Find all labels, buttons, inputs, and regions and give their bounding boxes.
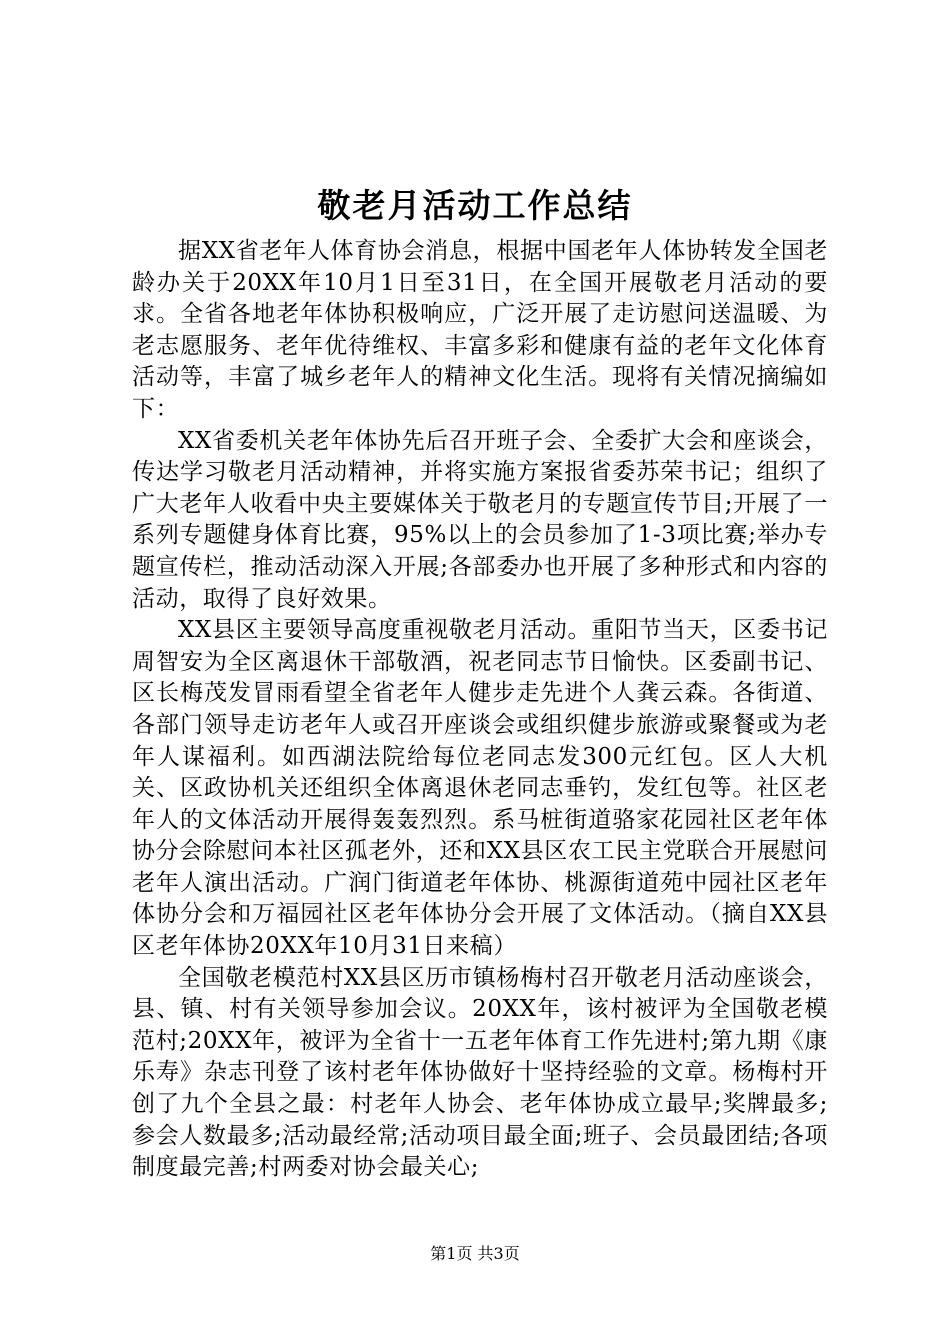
paragraph-model-village: 全国敬老模范村XX县区历市镇杨梅村召开敬老月活动座谈会，县、镇、村有关领导参加会议。20XX年，该村被评为全国敬老模范村;20XX年，被评为全省十一五老年体育工作先进村;第九期《康乐寿》杂志刊登了该村老年体协做好十坚持经验的文章。杨梅村开创了九个全县之最：村老年人协会、老年体协成立最早;奖牌最多;参会人数最多;活动最经常;活动项目最全面;班子、会员最团结;各项制度最完善;村两委对协会最关心;	[132, 964, 828, 1181]
page-number-footer: 第1页 共3页	[430, 1244, 520, 1263]
paragraph-provincial-committee: XX省委机关老年体协先后召开班子会、全委扩大会和座谈会，传达学习敬老月活动精神，并将实施方案报省委苏荣书记；组织了广大老年人收看中央主要媒体关于敬老月的专题宣传节目;开展了一系列专题健身体育比赛，95%以上的会员参加了1-3项比赛;举办专题宣传栏，推动活动深入开展;各部委办也开展了多种形式和内容的活动，取得了良好效果。	[132, 427, 828, 612]
paragraph-county-district: XX县区主要领导高度重视敬老月活动。重阳节当天，区委书记周智安为全区离退休干部敬酒，祝老同志节日愉快。区委副书记、区长梅茂发冒雨看望全省老年人健步走先进个人龚云森。各街道、各部门领导走访老年人或召开座谈会或组织健步旅游或聚餐或为老年人谋福利。如西湖法院给每位老同志发300元红包。区人大机关、区政协机关还组织全体离退休老同志垂钓，发红包等。社区老年人的文体活动开展得轰轰烈烈。系马桩街道骆家花园社区老年体协分会除慰问本社区孤老外，还和XX县区农工民主党联合开展慰问老年人演出活动。广润门街道老年体协、桃源街道苑中园社区老年体协分会和万福园社区老年体协分会开展了文体活动。（摘自XX县区老年体协20XX年10月31日来稿）	[132, 617, 828, 960]
paragraph-intro: 据XX省老年人体育协会消息，根据中国老年人体协转发全国老龄办关于20XX年10月1日至31日，在全国开展敬老月活动的要求。全省各地老年体协积极响应，广泛开展了走访慰问送温暖、为老志愿服务、老年优待维权、丰富多彩和健康有益的老年文化体育活动等，丰富了城乡老年人的精神文化生活。现将有关情况摘编如下：	[132, 238, 828, 422]
document-body	[132, 236, 828, 1184]
document-title: 敬老月活动工作总结	[317, 186, 633, 225]
